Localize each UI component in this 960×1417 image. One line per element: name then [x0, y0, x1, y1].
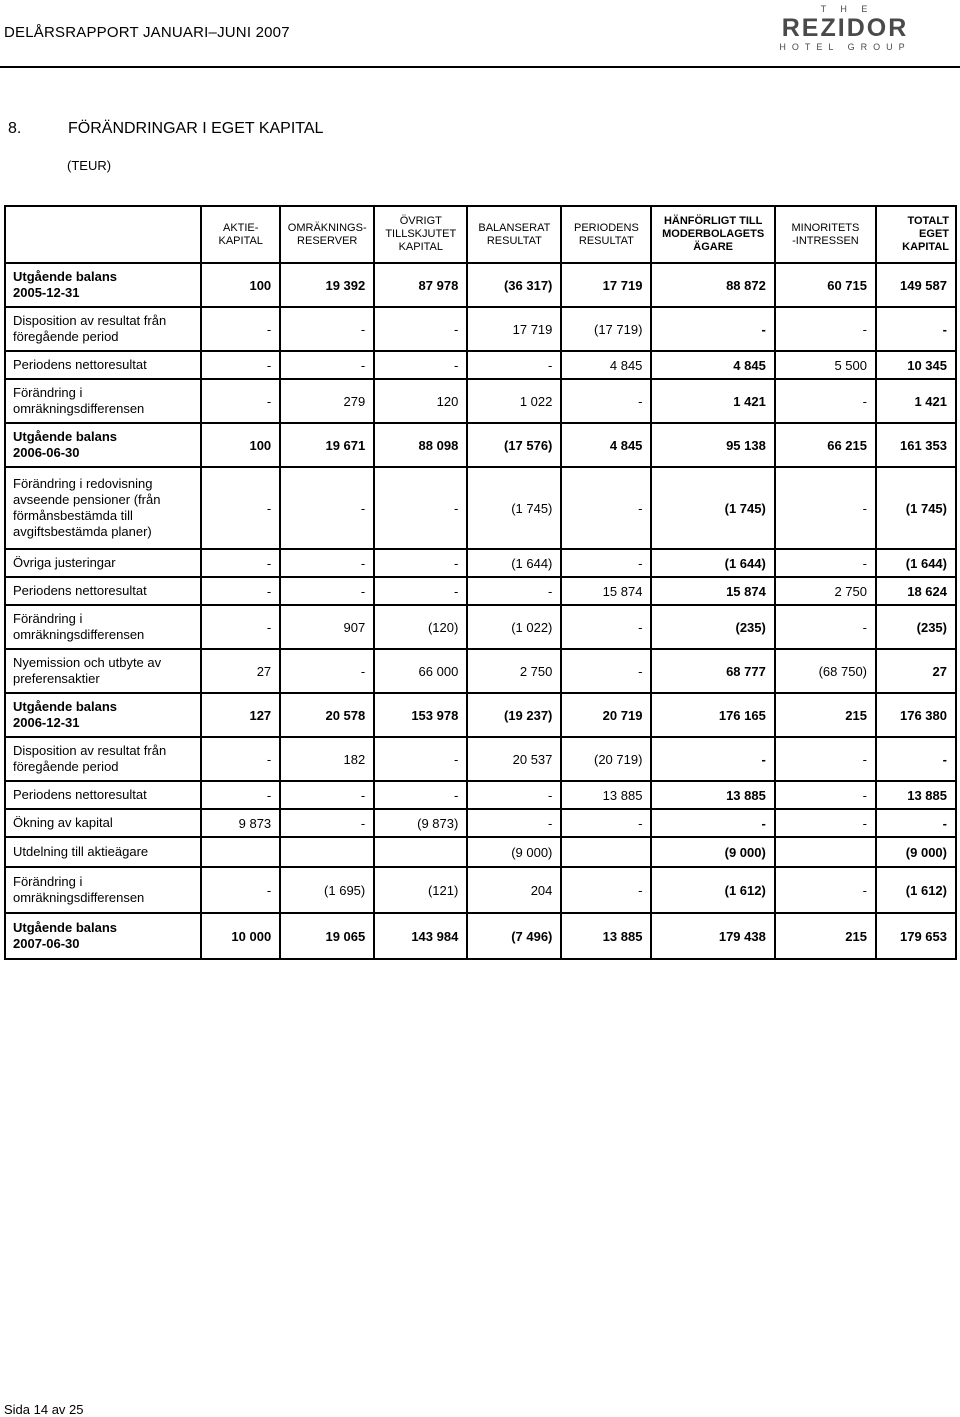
value-cell: - [775, 867, 876, 913]
value-cell: (1 644) [876, 549, 956, 577]
value-cell: (1 022) [467, 605, 561, 649]
document-title: DELÅRSRAPPORT JANUARI–JUNI 2007 [4, 24, 290, 41]
value-cell: - [280, 809, 374, 837]
value-cell: 179 438 [651, 913, 774, 959]
value-cell: - [374, 781, 467, 809]
table-row [5, 737, 956, 781]
value-cell: 87 978 [374, 263, 467, 307]
logo-the-text: T H E [820, 4, 874, 14]
row-label: Disposition av resultat från föregående period [5, 307, 201, 351]
value-cell: - [201, 867, 280, 913]
value-cell: (235) [876, 605, 956, 649]
value-cell: 9 873 [201, 809, 280, 837]
value-cell: (7 496) [467, 913, 561, 959]
value-cell: - [201, 351, 280, 379]
value-cell: - [201, 467, 280, 549]
table-row [5, 577, 956, 605]
value-cell: - [374, 577, 467, 605]
table-row [5, 379, 956, 423]
value-cell: - [651, 307, 774, 351]
value-cell: 20 578 [280, 693, 374, 737]
value-cell: (1 745) [651, 467, 774, 549]
value-cell: 20 719 [561, 693, 651, 737]
value-cell: 1 421 [651, 379, 774, 423]
table-row [5, 693, 956, 737]
value-cell: 215 [775, 913, 876, 959]
value-cell: 279 [280, 379, 374, 423]
value-cell: - [374, 737, 467, 781]
table-row [5, 263, 956, 307]
value-cell: 68 777 [651, 649, 774, 693]
column-header: ÖVRIGT TILLSKJUTET KAPITAL [374, 206, 467, 263]
value-cell: 100 [201, 423, 280, 467]
value-cell: - [775, 737, 876, 781]
row-label: Förändring i redovisning avseende pensioner (från förmånsbestämda till avgiftsbestämda planer) [5, 467, 201, 549]
row-label: Periodens nettoresultat [5, 351, 201, 379]
value-cell: (36 317) [467, 263, 561, 307]
value-cell: - [775, 605, 876, 649]
value-cell: - [201, 379, 280, 423]
value-cell: 149 587 [876, 263, 956, 307]
value-cell: 4 845 [561, 423, 651, 467]
value-cell: - [876, 809, 956, 837]
value-cell: 20 537 [467, 737, 561, 781]
value-cell: - [280, 307, 374, 351]
value-cell: - [775, 307, 876, 351]
value-cell: (1 612) [651, 867, 774, 913]
value-cell: - [561, 605, 651, 649]
value-cell: 176 380 [876, 693, 956, 737]
value-cell: - [201, 605, 280, 649]
value-cell: 88 872 [651, 263, 774, 307]
value-cell: - [775, 809, 876, 837]
value-cell: (9 000) [876, 837, 956, 867]
value-cell: 60 715 [775, 263, 876, 307]
value-cell: - [201, 781, 280, 809]
value-cell: (19 237) [467, 693, 561, 737]
value-cell: 4 845 [561, 351, 651, 379]
value-cell: 17 719 [467, 307, 561, 351]
section-number: 8. [8, 120, 22, 137]
column-header: MINORITETS -INTRESSEN [775, 206, 876, 263]
value-cell: (17 719) [561, 307, 651, 351]
table-row [5, 467, 956, 549]
row-label: Periodens nettoresultat [5, 781, 201, 809]
column-header: OMRÄKNINGS- RESERVER [280, 206, 374, 263]
table-row [5, 837, 956, 867]
value-cell: (1 644) [467, 549, 561, 577]
value-cell: 100 [201, 263, 280, 307]
row-label: Förändring i omräkningsdifferensen [5, 379, 201, 423]
value-cell: - [201, 577, 280, 605]
value-cell: 161 353 [876, 423, 956, 467]
page-footer: Sida 14 av 25 [4, 1402, 84, 1417]
value-cell: - [876, 307, 956, 351]
value-cell: (9 873) [374, 809, 467, 837]
value-cell: 1 421 [876, 379, 956, 423]
value-cell: 153 978 [374, 693, 467, 737]
value-cell: 19 065 [280, 913, 374, 959]
value-cell: 19 392 [280, 263, 374, 307]
value-cell: 127 [201, 693, 280, 737]
table-row [5, 423, 956, 467]
table-row [5, 549, 956, 577]
section-title: FÖRÄNDRINGAR I EGET KAPITAL [68, 120, 324, 137]
value-cell: (1 745) [876, 467, 956, 549]
value-cell: (120) [374, 605, 467, 649]
value-cell: 143 984 [374, 913, 467, 959]
value-cell: - [651, 737, 774, 781]
value-cell: (17 576) [467, 423, 561, 467]
value-cell: 19 671 [280, 423, 374, 467]
value-cell [280, 837, 374, 867]
value-cell: 17 719 [561, 263, 651, 307]
value-cell: 907 [280, 605, 374, 649]
value-cell: 95 138 [651, 423, 774, 467]
value-cell: - [280, 781, 374, 809]
value-cell: - [467, 577, 561, 605]
value-cell: - [775, 379, 876, 423]
value-cell: - [467, 351, 561, 379]
value-cell: 176 165 [651, 693, 774, 737]
row-label: Utgående balans 2006-12-31 [5, 693, 201, 737]
value-cell: - [280, 351, 374, 379]
row-label: Övriga justeringar [5, 549, 201, 577]
value-cell: 13 885 [876, 781, 956, 809]
section-heading [8, 120, 323, 138]
value-cell: (1 612) [876, 867, 956, 913]
table-row [5, 809, 956, 837]
value-cell: 27 [201, 649, 280, 693]
value-cell [201, 837, 280, 867]
value-cell: 13 885 [651, 781, 774, 809]
logo-sub-text: HOTEL GROUP [779, 42, 911, 52]
value-cell: 204 [467, 867, 561, 913]
table-row [5, 307, 956, 351]
row-label: Förändring i omräkningsdifferensen [5, 867, 201, 913]
value-cell: 179 653 [876, 913, 956, 959]
value-cell: (20 719) [561, 737, 651, 781]
value-cell: 182 [280, 737, 374, 781]
row-label: Periodens nettoresultat [5, 577, 201, 605]
value-cell: (68 750) [775, 649, 876, 693]
table-body [5, 263, 956, 959]
row-label: Nyemission och utbyte av preferensaktier [5, 649, 201, 693]
header-blank-cell [5, 206, 201, 263]
value-cell: 13 885 [561, 781, 651, 809]
value-cell: - [561, 379, 651, 423]
value-cell: 13 885 [561, 913, 651, 959]
value-cell: - [374, 467, 467, 549]
value-cell [374, 837, 467, 867]
value-cell: 4 845 [651, 351, 774, 379]
table-row [5, 605, 956, 649]
value-cell: 215 [775, 693, 876, 737]
table-row [5, 649, 956, 693]
value-cell: 2 750 [467, 649, 561, 693]
value-cell: - [876, 737, 956, 781]
value-cell: 10 000 [201, 913, 280, 959]
value-cell: - [201, 307, 280, 351]
value-cell: - [561, 549, 651, 577]
value-cell: (1 745) [467, 467, 561, 549]
value-cell: - [775, 781, 876, 809]
value-cell: 120 [374, 379, 467, 423]
value-cell: 10 345 [876, 351, 956, 379]
row-label: Utgående balans 2007-06-30 [5, 913, 201, 959]
value-cell: 2 750 [775, 577, 876, 605]
value-cell: - [775, 467, 876, 549]
value-cell: - [201, 549, 280, 577]
value-cell: - [280, 549, 374, 577]
row-label: Utdelning till aktieägare [5, 837, 201, 867]
document-header [0, 0, 960, 68]
logo-main-text: REZIDOR [781, 14, 909, 42]
value-cell: 15 874 [561, 577, 651, 605]
value-cell: - [651, 809, 774, 837]
row-label: Utgående balans 2006-06-30 [5, 423, 201, 467]
table-row [5, 351, 956, 379]
value-cell: (9 000) [651, 837, 774, 867]
rezidor-logo [760, 4, 930, 64]
value-cell: - [561, 809, 651, 837]
value-cell: - [561, 649, 651, 693]
table-header [5, 206, 956, 263]
value-cell: (121) [374, 867, 467, 913]
table-row [5, 867, 956, 913]
value-cell [561, 837, 651, 867]
value-cell: - [374, 307, 467, 351]
column-header: AKTIE- KAPITAL [201, 206, 280, 263]
value-cell [775, 837, 876, 867]
value-cell: - [201, 737, 280, 781]
value-cell: - [467, 809, 561, 837]
value-cell: - [280, 577, 374, 605]
value-cell: 88 098 [374, 423, 467, 467]
value-cell: 1 022 [467, 379, 561, 423]
value-cell: 5 500 [775, 351, 876, 379]
row-label: Ökning av kapital [5, 809, 201, 837]
value-cell: - [775, 549, 876, 577]
value-cell: (235) [651, 605, 774, 649]
column-header: PERIODENS RESULTAT [561, 206, 651, 263]
value-cell: - [561, 867, 651, 913]
value-cell: 15 874 [651, 577, 774, 605]
column-header: BALANSERAT RESULTAT [467, 206, 561, 263]
row-label: Utgående balans 2005-12-31 [5, 263, 201, 307]
table-row [5, 913, 956, 959]
value-cell: 27 [876, 649, 956, 693]
value-cell: - [280, 467, 374, 549]
unit-note: (TEUR) [67, 158, 112, 173]
value-cell: (1 695) [280, 867, 374, 913]
row-label: Disposition av resultat från föregående period [5, 737, 201, 781]
value-cell: - [374, 549, 467, 577]
value-cell: - [374, 351, 467, 379]
value-cell: (9 000) [467, 837, 561, 867]
header-row [5, 206, 956, 263]
row-label: Förändring i omräkningsdifferensen [5, 605, 201, 649]
column-header: TOTALT EGET KAPITAL [876, 206, 956, 263]
value-cell: - [467, 781, 561, 809]
equity-changes-table [4, 205, 957, 960]
value-cell: 18 624 [876, 577, 956, 605]
value-cell: (1 644) [651, 549, 774, 577]
column-header: HÄNFÖRLIGT TILL MODERBOLAGETS ÄGARE [651, 206, 774, 263]
table-row [5, 781, 956, 809]
value-cell: - [280, 649, 374, 693]
value-cell: - [561, 467, 651, 549]
value-cell: 66 000 [374, 649, 467, 693]
value-cell: 66 215 [775, 423, 876, 467]
